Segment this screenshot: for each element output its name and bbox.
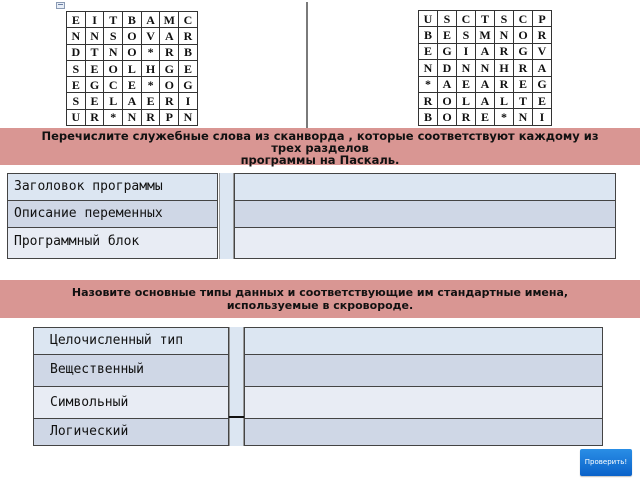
crossword-row bbox=[67, 12, 198, 28]
type-answer-real[interactable] bbox=[244, 354, 603, 386]
crossword-cell: S bbox=[457, 27, 476, 43]
crossword-cell: O bbox=[438, 109, 457, 125]
crossword-cell: R bbox=[160, 93, 179, 109]
crossword-cell: T bbox=[514, 92, 533, 108]
crossword-cell: E bbox=[85, 60, 104, 76]
crossword-cell: H bbox=[141, 60, 160, 76]
crossword-cell: D bbox=[438, 60, 457, 76]
crossword-cell: R bbox=[457, 109, 476, 125]
crossword-cell: A bbox=[476, 92, 495, 108]
crossword-cell: S bbox=[495, 11, 514, 27]
crossword-cell: N bbox=[179, 109, 198, 125]
crossword-cell: E bbox=[123, 77, 142, 93]
task2-instruction-line1: Назовите основные типы данных и соответствующие им стандартные имена, bbox=[71, 286, 569, 299]
crossword-cell: T bbox=[476, 11, 495, 27]
crossword-cell: E bbox=[141, 93, 160, 109]
crossword-cell: T bbox=[104, 12, 123, 28]
crossword-row bbox=[67, 109, 198, 125]
crossword-cell: E bbox=[419, 43, 438, 59]
crossword-cell: E bbox=[67, 12, 86, 28]
section-answer-variables[interactable] bbox=[234, 200, 616, 227]
crossword-cell: I bbox=[533, 109, 552, 125]
crossword-cell: A bbox=[438, 76, 457, 92]
crossword-row bbox=[67, 77, 198, 93]
crossword-cell: I bbox=[457, 43, 476, 59]
crossword-row bbox=[419, 76, 552, 92]
crossword-cell: B bbox=[419, 109, 438, 125]
crossword-cell: B bbox=[419, 27, 438, 43]
crossword-cell: R bbox=[141, 109, 160, 125]
crossword-cell: L bbox=[495, 92, 514, 108]
type-label-boolean: Логический bbox=[33, 418, 229, 446]
crossword-cell: T bbox=[85, 44, 104, 60]
crossword-cell: N bbox=[67, 28, 86, 44]
section-label-program-block: Программный блок bbox=[7, 227, 218, 259]
crossword-cell: O bbox=[123, 44, 142, 60]
table-separator-strip bbox=[219, 173, 234, 259]
table-separator-strip bbox=[229, 327, 244, 446]
crossword-cell: * bbox=[141, 44, 160, 60]
frame-icon bbox=[56, 2, 65, 9]
crossword-cell: H bbox=[495, 60, 514, 76]
crossword-cell: G bbox=[514, 43, 533, 59]
check-button[interactable]: Проверить! bbox=[580, 449, 632, 476]
type-answer-boolean[interactable] bbox=[244, 418, 603, 446]
crossword-cell: S bbox=[104, 28, 123, 44]
crossword-row bbox=[67, 60, 198, 76]
crossword-cell: O bbox=[160, 77, 179, 93]
crossword-cell: R bbox=[495, 76, 514, 92]
task1-instruction-banner bbox=[0, 128, 640, 165]
crossword-cell: O bbox=[123, 28, 142, 44]
crossword-cell: N bbox=[495, 27, 514, 43]
crossword-cell: R bbox=[533, 27, 552, 43]
type-answer-char[interactable] bbox=[244, 386, 603, 418]
crossword-cell: R bbox=[160, 44, 179, 60]
section-answer-header[interactable] bbox=[234, 173, 616, 200]
crossword-row bbox=[419, 27, 552, 43]
crossword-cell: L bbox=[104, 93, 123, 109]
crossword-cell: I bbox=[85, 12, 104, 28]
crossword-cell: S bbox=[67, 60, 86, 76]
crossword-row bbox=[419, 43, 552, 59]
crossword-cell: E bbox=[476, 109, 495, 125]
crossword-cell: N bbox=[457, 60, 476, 76]
crossword-cell: I bbox=[179, 93, 198, 109]
crossword-cell: E bbox=[179, 60, 198, 76]
type-answer-integer[interactable] bbox=[244, 327, 603, 354]
crossword-cell: A bbox=[533, 60, 552, 76]
crossword-cell: A bbox=[160, 28, 179, 44]
crossword-cell: G bbox=[533, 76, 552, 92]
section-answer-program-block[interactable] bbox=[234, 227, 616, 259]
crossword-cell: * bbox=[141, 77, 160, 93]
crossword-cell: V bbox=[533, 43, 552, 59]
crossword-cell: L bbox=[457, 92, 476, 108]
crossword-cell: M bbox=[160, 12, 179, 28]
crossword-row bbox=[419, 92, 552, 108]
crossword-cell: C bbox=[514, 11, 533, 27]
crossword-row bbox=[419, 60, 552, 76]
crossword-cell: N bbox=[123, 109, 142, 125]
crossword-cell: P bbox=[160, 109, 179, 125]
crossword-cell: D bbox=[67, 44, 86, 60]
crossword-cell: S bbox=[67, 93, 86, 109]
crossword-cell: V bbox=[141, 28, 160, 44]
crossword-cell: * bbox=[495, 109, 514, 125]
task1-instruction-line1: Перечислите служебные слова из сканворда , которые соответствуют каждому из bbox=[41, 129, 599, 143]
crossword-cell: R bbox=[85, 109, 104, 125]
crossword-cell: G bbox=[85, 77, 104, 93]
crossword-cell: R bbox=[179, 28, 198, 44]
crossword-cell: * bbox=[419, 76, 438, 92]
crossword-row bbox=[67, 28, 198, 44]
crossword-cell: E bbox=[438, 27, 457, 43]
crossword-cell: A bbox=[476, 43, 495, 59]
crossword-cell: R bbox=[495, 43, 514, 59]
crossword-cell: O bbox=[438, 92, 457, 108]
crossword-cell: C bbox=[179, 12, 198, 28]
crossword-cell: E bbox=[67, 77, 86, 93]
vertical-divider bbox=[306, 2, 308, 128]
crossword-cell: N bbox=[104, 44, 123, 60]
crossword-cell: B bbox=[179, 44, 198, 60]
crossword-cell: U bbox=[419, 11, 438, 27]
task1-instruction-line2: трех разделов bbox=[271, 141, 369, 155]
crossword-cell: E bbox=[85, 93, 104, 109]
crossword-row bbox=[67, 93, 198, 109]
type-label-real: Вещественный bbox=[33, 354, 229, 386]
crossword-cell: E bbox=[514, 76, 533, 92]
crossword-cell: C bbox=[104, 77, 123, 93]
crossword-cell: C bbox=[457, 11, 476, 27]
crossword-row bbox=[419, 109, 552, 125]
crossword-cell: O bbox=[514, 27, 533, 43]
crossword-cell: E bbox=[457, 76, 476, 92]
crossword-cell: A bbox=[141, 12, 160, 28]
crossword-cell: N bbox=[476, 60, 495, 76]
crossword-row bbox=[419, 11, 552, 27]
crossword-cell: U bbox=[67, 109, 86, 125]
crossword-cell: R bbox=[419, 92, 438, 108]
crossword-grid-left bbox=[66, 11, 198, 126]
crossword-cell: L bbox=[123, 60, 142, 76]
type-label-char: Символьный bbox=[33, 386, 229, 418]
crossword-cell: * bbox=[104, 109, 123, 125]
crossword-cell: G bbox=[179, 77, 198, 93]
crossword-cell: G bbox=[438, 43, 457, 59]
section-label-variables: Описание переменных bbox=[7, 200, 218, 227]
crossword-cell: E bbox=[533, 92, 552, 108]
crossword-cell: P bbox=[533, 11, 552, 27]
strip-notch bbox=[229, 416, 244, 418]
crossword-cell: G bbox=[160, 60, 179, 76]
crossword-cell: B bbox=[123, 12, 142, 28]
crossword-cell: N bbox=[514, 109, 533, 125]
crossword-cell: N bbox=[85, 28, 104, 44]
task2-instruction-banner bbox=[0, 280, 640, 318]
crossword-grid-right bbox=[418, 10, 552, 126]
task2-instruction-line2: используемые в скровороде. bbox=[226, 299, 414, 312]
crossword-cell: R bbox=[514, 60, 533, 76]
crossword-cell: M bbox=[476, 27, 495, 43]
section-label-header: Заголовок программы bbox=[7, 173, 218, 200]
crossword-cell: A bbox=[123, 93, 142, 109]
crossword-cell: A bbox=[476, 76, 495, 92]
crossword-row bbox=[67, 44, 198, 60]
task1-instruction-line3: программы на Паскаль. bbox=[240, 153, 400, 167]
type-label-integer: Целочисленный тип bbox=[33, 327, 229, 354]
crossword-cell: S bbox=[438, 11, 457, 27]
crossword-cell: N bbox=[419, 60, 438, 76]
crossword-cell: O bbox=[104, 60, 123, 76]
